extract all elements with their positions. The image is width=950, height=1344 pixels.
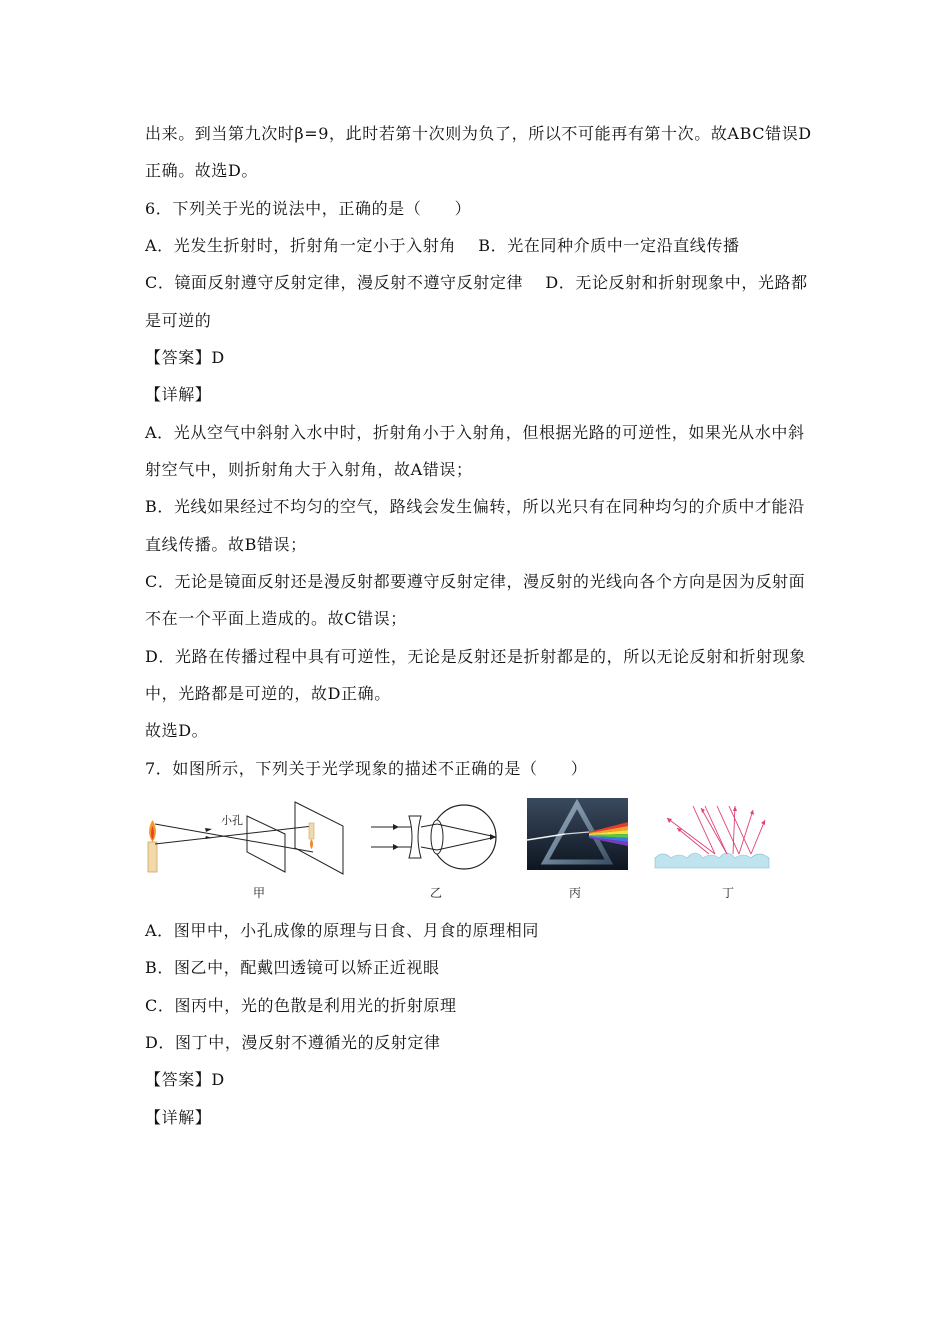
caption-ding: 丁 — [722, 886, 735, 900]
q7-option-d: D．图丁中，漫反射不遵循光的反射定律 — [145, 1033, 441, 1052]
caption-bing: 丙 — [569, 886, 582, 900]
q7-option-a: A．图甲中，小孔成像的原理与日食、月食的原理相同 — [145, 921, 539, 940]
q6-options-line-2: C．镜面反射遵守反射定律，漫反射不遵守反射定律 D．无论反射和折射现象中，光路都 — [145, 273, 808, 292]
q7-detail-label: 【详解】 — [145, 1108, 212, 1127]
q6-detail-line: C．无论是镜面反射还是漫反射都要遵守反射定律，漫反射的光线向各个方向是因为反射面 — [145, 572, 806, 591]
intro-line-2: 正确。故选D。 — [145, 161, 259, 180]
pinhole-figure — [145, 798, 350, 878]
q6-detail-line: 故选D。 — [145, 721, 209, 740]
q7-answer: 【答案】D — [145, 1070, 225, 1089]
q6-detail-line: 不在一个平面上造成的。故C错误； — [145, 609, 407, 628]
caption-yi: 乙 — [430, 886, 443, 900]
caption-jia: 甲 — [253, 886, 266, 900]
pinhole-label: 小孔 — [221, 814, 243, 827]
q6-stem: 6．下列关于光的说法中，正确的是（ ） — [145, 199, 472, 218]
q6-detail-line: D．光路在传播过程中具有可逆性，无论是反射还是折射都是的，所以无论反射和折射现象 — [145, 647, 806, 666]
prism-dispersion-figure — [527, 798, 628, 870]
q6-detail-line: A．光从空气中斜射入水中时，折射角小于入射角，但根据光路的可逆性，如果光从水中斜 — [145, 423, 805, 442]
concave-lens-eye-figure — [369, 798, 504, 878]
q6-options-line-1: A．光发生折射时，折射角一定小于入射角 B．光在同种介质中一定沿直线传播 — [145, 236, 740, 255]
q6-detail-line: 射空气中，则折射角大于入射角，故A错误； — [145, 460, 473, 479]
q6-detail-label: 【详解】 — [145, 385, 212, 404]
q7-stem: 7．如图所示，下列关于光学现象的描述不正确的是（ ） — [145, 759, 588, 778]
intro-line-1: 出来。到当第九次时β=9，此时若第十次则为负了，所以不可能再有第十次。故ABC错误D — [145, 124, 812, 143]
q6-detail-line: 直线传播。故B错误； — [145, 535, 307, 554]
q6-detail-line: B．光线如果经过不均匀的空气，路线会发生偏转，所以光只有在同种均匀的介质中才能沿 — [145, 497, 805, 516]
diffuse-reflection-figure — [653, 798, 773, 870]
q7-option-c: C．图丙中，光的色散是利用光的折射原理 — [145, 996, 457, 1015]
q6-options-line-3: 是可逆的 — [145, 311, 212, 330]
q7-figures — [145, 798, 785, 908]
q6-answer: 【答案】D — [145, 348, 225, 367]
q7-option-b: B．图乙中，配戴凹透镜可以矫正近视眼 — [145, 958, 440, 977]
q6-detail-line: 中，光路都是可逆的，故D正确。 — [145, 684, 391, 703]
